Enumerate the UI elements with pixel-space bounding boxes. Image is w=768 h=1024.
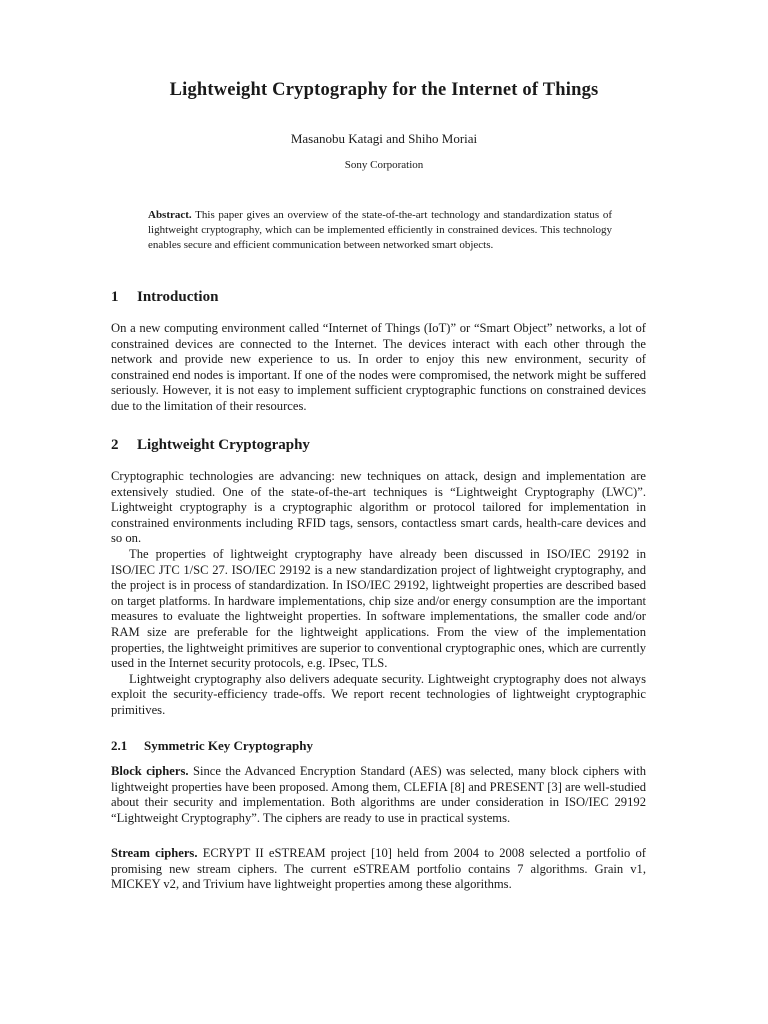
run-in-heading-block-ciphers: Block ciphers. [111, 764, 189, 778]
subsection-heading-symmetric-key [111, 738, 313, 754]
subsection-title: Symmetric Key Cryptography [144, 738, 313, 753]
paragraph: Lightweight cryptography also delivers adequate security. Lightweight cryptography does not always exploit the security-efficiency trade-offs. We report recent technologies of lightweight cryptographic primitives. [111, 671, 646, 717]
affiliation: Sony Corporation [344, 159, 424, 171]
stream-ciphers-paragraph [111, 846, 646, 893]
abstract-label: Abstract. [148, 209, 192, 221]
section-title: Introduction [137, 289, 219, 305]
paragraph-text: ECRYPT II eSTREAM project [10] held from 2004 to 2008 selected a portfolio of promising new stream ciphers. The current eSTREAM portfolio contains 7 algorithms. Grain v1, MICKEY v2, and Trivium have lightweight properties among these algorithms. [111, 846, 646, 892]
section-heading-lightweight-cryptography [111, 437, 310, 454]
section-number: 1 [111, 289, 119, 305]
paragraph: Cryptographic technologies are advancing: new techniques on attack, design and implementation are extensively studied. One of the state-of-the-art techniques is “Lightweight Cryptography (LWC)”. Lightweight cryptography is a cryptographic algorithm or protocol tailored for implementation in constrained environments including RFID tags, sensors, contactless smart cards, health-care devices and so on. [111, 469, 646, 546]
paragraph-text: Since the Advanced Encryption Standard (AES) was selected, many block ciphers with lightweight properties have been proposed. Among them, CLEFIA [8] and PRESENT [3] are well-studied about their security and implementation. Both algorithms are under consideration in ISO/IEC 29192 “Lightweight Cryptography”. The ciphers are ready to use in practical systems. [111, 764, 647, 825]
introduction-body [111, 321, 646, 415]
section-heading-introduction [111, 289, 218, 306]
section-number: 2 [111, 437, 119, 453]
paragraph: The properties of lightweight cryptography have already been discussed in ISO/IEC 29192 in ISO/IEC JTC 1/SC 27. ISO/IEC 29192 is a new standardization project of lightweight cryptography, and the project is in process of standardization. In ISO/IEC 29192, lightweight properties are described based on target platforms. In hardware implementations, chip size and/or energy consumption are the important measures to evaluate the lightweight properties. In software implementations, the smaller code and/or RAM size are preferable for the lightweight applications. From the view of the implementation properties, the lightweight primitives are superior to conventional cryptographic ones, which are currently used in the Internet security protocols, e.g. IPsec, TLS. [111, 546, 646, 671]
abstract-text: This paper gives an overview of the state-of-the-art technology and standardization status of lightweight cryptography, which can be implemented efficiently in constrained devices. This technology enables secure and efficient communication between networked smart objects. [148, 209, 612, 251]
subsection-number: 2.1 [111, 738, 128, 753]
section-title: Lightweight Cryptography [137, 437, 310, 453]
lightweight-cryptography-body [111, 469, 646, 719]
paragraph: On a new computing environment called “Internet of Things (IoT)” or “Smart Object” networks, a lot of constrained devices are connected to the Internet. The devices interact with each other through the network and provide new experience to us. In order to enjoy this new environment, security of constrained end nodes is important. If one of the nodes were compromised, the network might be suffered seriously. However, it is not easy to implement sufficient cryptographic functions on constrained devices due to the limitation of their resources. [111, 321, 646, 413]
run-in-heading-stream-ciphers: Stream ciphers. [111, 846, 198, 860]
paper-title: Lightweight Cryptography for the Internet of Things [169, 80, 599, 100]
author-list: Masanobu Katagi and Shiho Moriai [290, 131, 478, 146]
abstract [148, 208, 612, 253]
block-ciphers-paragraph [111, 764, 646, 826]
